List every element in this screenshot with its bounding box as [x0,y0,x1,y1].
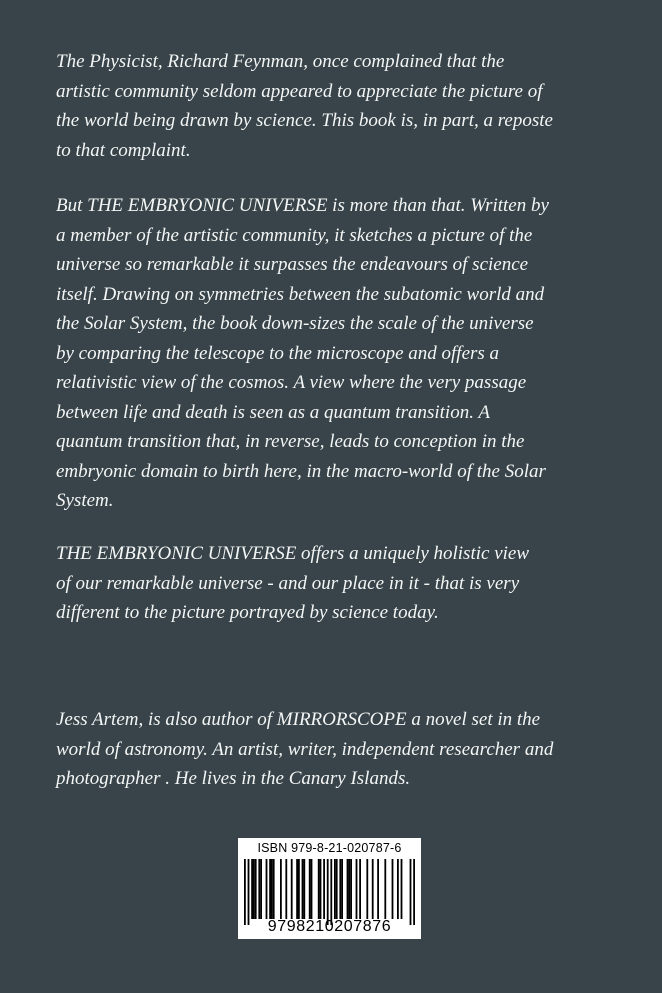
barcode-bar [392,859,394,919]
barcode-bar [260,859,262,919]
barcode-bar [356,859,358,919]
barcode-bar [366,859,368,919]
barcode-bar [258,859,260,919]
barcode-digits: 9798210207876 [267,918,392,935]
barcode-bar [347,859,349,919]
barcode-bar [251,859,253,919]
barcode-bar [384,859,386,919]
barcode-bar [285,859,287,919]
barcode-bar [359,859,361,919]
barcode-bar [302,859,304,919]
barcode-bar [334,859,336,919]
barcode-bar [255,859,257,919]
blurb-paragraph-3: THE EMBRYONIC UNIVERSE offers a uniquely holistic view of our remarkable universe - and our place in it - that is very different to the picture portrayed by science today. [56,543,530,623]
barcode-bar [410,859,412,925]
barcode-bar [253,859,255,919]
isbn-barcode [238,838,421,939]
barcode-bar [339,859,341,919]
blurb-paragraph-1: The Physicist, Richard Feynman, once complained that the artistic community seldom appeared to appreciate the picture of the world being drawn by science. This book is, in part, a reposte to that complaint. [56,51,553,161]
author-bio: Jess Artem, is also author of MIRRORSCOPE a novel set in the world of astronomy. An artist, writer, independent researcher and photographer . He lives in the Canary Islands. [56,709,554,789]
barcode-bar [401,859,403,919]
barcode-bar [323,859,325,919]
barcode-bar [327,859,329,925]
barcode-bar [372,859,374,919]
barcode-bar [244,859,246,925]
barcode-bar [336,859,338,919]
barcode-bar [269,859,271,919]
barcode-bar [266,859,268,919]
barcode-bar [348,859,350,919]
barcode-bar [291,859,293,919]
barcode-bar [320,859,322,919]
barcode-bar [280,859,282,919]
barcode-bar [296,859,298,919]
barcode-bar [413,859,415,925]
barcode-bar [273,859,275,919]
barcode-bar [298,859,300,919]
barcode-bar [309,859,311,919]
barcode-bar [311,859,313,919]
barcode-bar [341,859,343,919]
barcode-bar [330,859,332,925]
barcode-bar [303,859,305,919]
barcode-bar [377,859,379,919]
blurb-paragraph-2: But THE EMBRYONIC UNIVERSE is more than that. Written by a member of the artistic community, it sketches a picture of the universe so remarkable it surpasses the endeavours of science itself. Drawing on symmetries between the subatomic world and the Solar System, the book down-sizes the scale of the universe by comparing the telescope to the microscope and offers a relativistic view of the cosmos. A view where the very passage between life and death is seen as a quantum transition. A quantum transition that, in reverse, leads to conception in the embryonic domain to birth here, in the macro-world of the Solar System. [56,195,549,511]
isbn-label: ISBN 979-8-21-020787-6 [257,841,402,855]
barcode-bar [397,859,399,919]
barcode-bar [350,859,352,919]
barcode-bar [248,859,250,925]
barcode-bar [271,859,273,919]
barcode-bar [318,859,320,919]
